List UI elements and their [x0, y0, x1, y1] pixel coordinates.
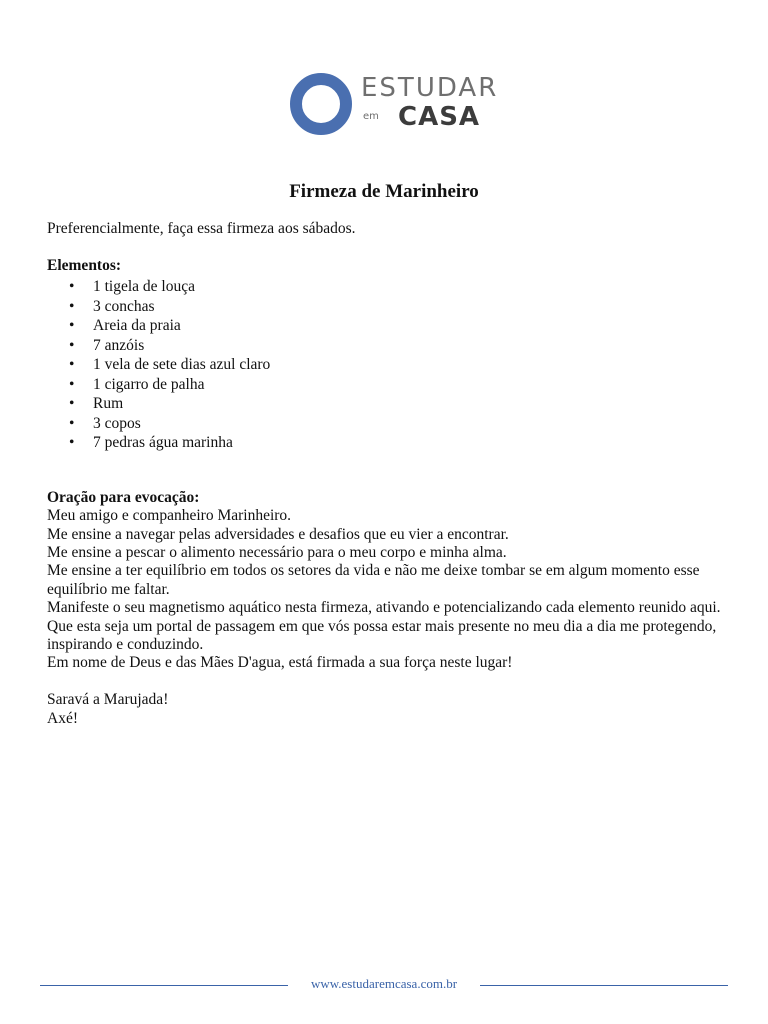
intro-text: Preferencialmente, faça essa firmeza aos sábados. [47, 220, 356, 237]
prayer-line: Me ensine a navegar pelas adversidades e desafios que eu vier a encontrar. [47, 525, 509, 543]
closing-line: Saravá a Marujada! [47, 691, 169, 709]
list-item: • 3 conchas [47, 297, 727, 317]
document-body [47, 220, 727, 728]
logo-word-casa: CASA [398, 102, 481, 132]
list-item: • 7 pedras água marinha [47, 433, 727, 453]
list-item: • 1 cigarro de palha [47, 375, 727, 395]
prayer-line: Manifeste o seu magnetismo aquático nesta firmeza, ativando e potencializando cada elemento reunido aqui. Que esta seja um portal de passagem em que vós possa estar mais presente no meu dia a dia me protegendo, inspirando e conduzindo. [47, 599, 721, 653]
document-title: Firmeza de Marinheiro [289, 181, 479, 202]
logo-ring-icon [289, 72, 353, 136]
page-footer [40, 975, 728, 995]
list-item: • Areia da praia [47, 316, 727, 336]
list-item: • 3 copos [47, 414, 727, 434]
footer-divider-right [480, 985, 728, 986]
site-logo [289, 70, 499, 136]
prayer-line: Em nome de Deus e das Mães D'agua, está firmada a sua força neste lugar! [47, 654, 513, 672]
list-item: • Rum [47, 394, 727, 414]
list-item: • 7 anzóis [47, 336, 727, 356]
prayer-line: Me ensine a ter equilíbrio em todos os setores da vida e não me deixe tombar se em algum momento esse equilíbrio me faltar. [47, 562, 700, 598]
prayer-line: Me ensine a pescar o alimento necessário para o meu corpo e minha alma. [47, 543, 507, 561]
list-item: • 1 vela de sete dias azul claro [47, 355, 727, 375]
list-item: • 1 tigela de louça [47, 277, 727, 297]
prayer-heading: Oração para evocação: [47, 488, 200, 506]
closing-line: Axé! [47, 709, 78, 727]
logo-word-estudar: ESTUDAR [361, 73, 499, 103]
logo-word-em: em [363, 111, 379, 122]
footer-divider-left [40, 985, 288, 986]
elements-heading: Elementos: [47, 256, 122, 274]
footer-website-link[interactable]: www.estudaremcasa.com.br [310, 976, 458, 991]
elements-list [47, 277, 727, 453]
prayer-line: Meu amigo e companheiro Marinheiro. [47, 507, 292, 525]
